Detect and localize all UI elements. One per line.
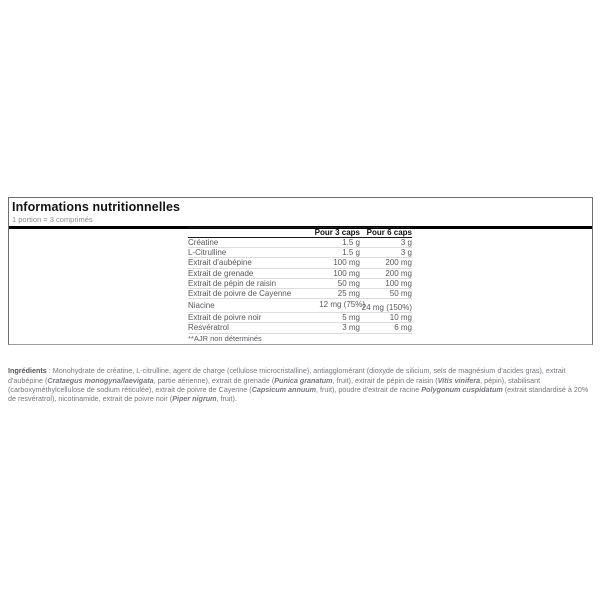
ingredients-label: Ingrédients xyxy=(8,366,47,376)
row-value-per6: 24 mg (150%) xyxy=(361,303,412,313)
row-label: Extrait d'aubépine xyxy=(188,258,252,268)
row-value-per3: 1.5 g xyxy=(342,238,360,248)
ingredients-text: , partie aérienne), extrait de grenade ( xyxy=(153,375,275,385)
row-value-per3: 50 mg xyxy=(337,278,360,288)
table-row xyxy=(188,313,412,323)
latin-name-capsicum: Capsicum annuum xyxy=(251,385,317,394)
table-row xyxy=(188,258,412,268)
ingredients-text: (extrait standardisé à 20% de resvératrol), nicotinamide, extrait de poivre noir ( xyxy=(8,385,589,404)
table-row xyxy=(188,289,412,299)
latin-name-crataegus: Crataegus monogyna/laevigata xyxy=(47,375,154,385)
ingredients-text: , fruit), poudre d'extrait de racine xyxy=(316,385,422,394)
row-value-per6: 100 mg xyxy=(385,278,412,288)
serving-size-text: 1 portion = 3 comprimés xyxy=(12,215,93,224)
latin-name-punica: Punica granatum xyxy=(274,375,333,385)
row-label: L-Citrulline xyxy=(188,248,227,258)
table-row xyxy=(188,279,412,289)
row-value-per6: 3 g xyxy=(400,238,412,248)
row-value-per3: 5 mg xyxy=(342,313,360,323)
row-value-per6: 200 mg xyxy=(385,268,412,278)
row-value-per6: 3 g xyxy=(400,248,412,258)
table-row xyxy=(188,248,412,258)
row-label: Niacine xyxy=(188,301,215,311)
row-value-per3: 25 mg xyxy=(337,289,360,299)
ingredients-text: : Monohydrate de créatine, L-citrulline, agent de charge (cellulose microcristalline), antiagglomérant (dioxyde de silicium, sels de magnésium d'acides gras), extrait d'aubépine ( xyxy=(8,366,566,385)
row-value-per3: 100 mg xyxy=(333,268,360,278)
table-row xyxy=(188,323,412,333)
latin-name-vitis: Vitis vinifera xyxy=(437,375,481,385)
table-footnote: **AJR non déterminés xyxy=(188,333,262,343)
latin-name-polygonum: Polygonum cuspidatum xyxy=(421,385,503,394)
row-value-per3: 12 mg (75%) xyxy=(319,300,365,310)
row-value-per6: 6 mg xyxy=(394,323,412,333)
ingredients-paragraph xyxy=(8,366,595,404)
row-label: Resvératrol xyxy=(188,323,229,333)
nutrition-title: Informations nutritionnelles xyxy=(12,200,181,214)
latin-name-piper: Piper nigrum xyxy=(172,394,217,404)
column-header-per3: Pour 3 caps xyxy=(314,228,360,237)
ingredients-text: , pépin), stabilisant (carboxyméthylcellulose de sodium réticulée), extrait de poivre de Cayenne ( xyxy=(8,375,541,394)
nutrition-facts-box xyxy=(8,197,593,345)
row-label: Extrait de pépin de raisin xyxy=(188,278,277,288)
row-value-per6: 10 mg xyxy=(389,313,412,323)
ingredients-text: , fruit), extrait de pépin de raisin ( xyxy=(332,375,438,385)
table-header-row xyxy=(188,227,412,238)
row-label: Créatine xyxy=(188,238,219,248)
table-row-niacine xyxy=(188,299,412,313)
column-header-per6: Pour 6 caps xyxy=(366,228,412,237)
ingredients-text: , fruit). xyxy=(216,394,237,404)
table-row xyxy=(188,238,412,248)
row-value-per3: 1.5 g xyxy=(342,248,360,258)
row-label: Extrait de poivre noir xyxy=(188,313,262,323)
row-value-per3: 100 mg xyxy=(333,258,360,268)
row-label: Extrait de grenade xyxy=(188,268,254,278)
row-value-per3: 3 mg xyxy=(342,323,360,333)
row-label: Extrait de poivre de Cayenne xyxy=(188,289,292,299)
nutrition-table xyxy=(188,227,412,343)
table-row xyxy=(188,269,412,279)
row-value-per6: 50 mg xyxy=(389,289,412,299)
row-value-per6: 200 mg xyxy=(385,258,412,268)
